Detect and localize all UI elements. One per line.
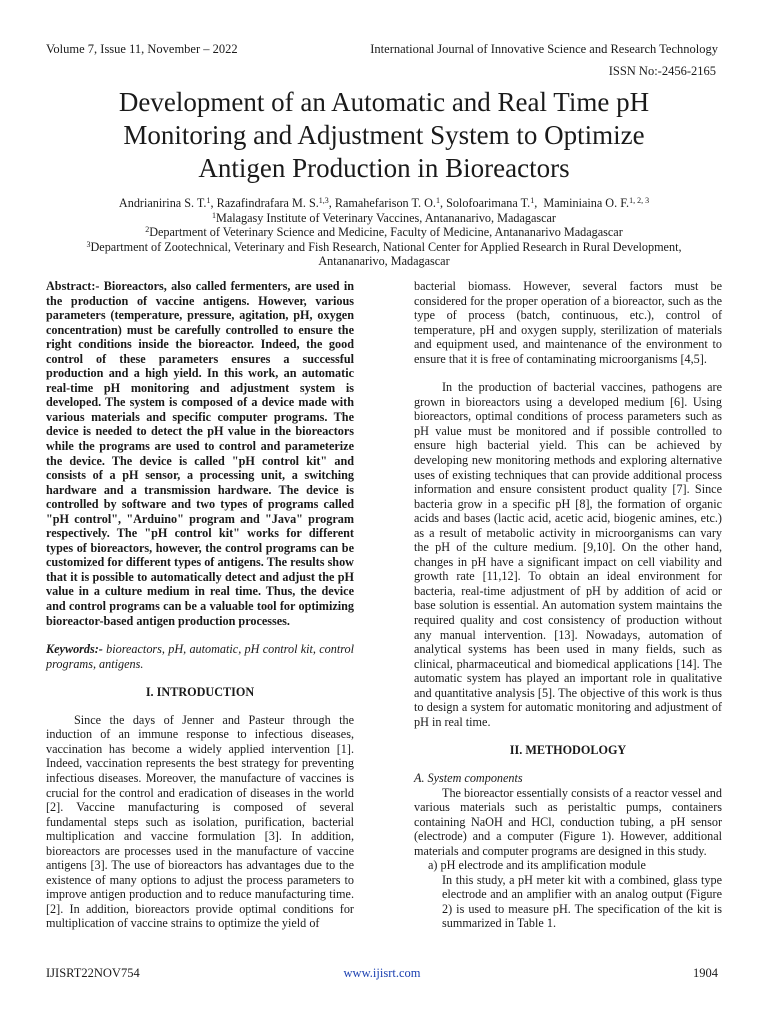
keywords [46, 642, 354, 671]
paragraph: bacterial biomass. However, several factors must be considered for the proper operation of a bioreactor, such as the type of process (batch, continuous, etc.), control of temperature, pH and oxygen supply, sterilization of materials and equipment used, and maintenance of the environment to ensure that it is free of contaminating microorganisms [4,5]. [414, 279, 722, 366]
title-line: Monitoring and Adjustment System to Optimize [123, 120, 645, 150]
paragraph: In this study, a pH meter kit with a combined, glass type electrode and an amplifier with an analog output (Figure 2) is used to measure pH. The specification of the kit is summarized in Table 1. [442, 872, 722, 931]
keywords-text: bioreactors, pH, automatic, pH control kit, control programs, antigens. [46, 642, 354, 671]
affil-marker: 1 [435, 196, 440, 205]
left-column [46, 279, 354, 931]
subsubsection-heading: a) pH electrode and its amplification module [428, 858, 646, 873]
affiliation [30, 225, 738, 240]
author: Maminiaina O. F. [543, 196, 630, 210]
author-list: Andrianirina S. T.$^1$, Razafindrafara M. S.$^{1,3}$, Ramahefarison T. O.$^1$, Solofoarimana T.$^1$, Maminiaina O. F.$^{1, 2, 3}$ [118, 196, 650, 210]
author-block [30, 196, 738, 269]
section-heading-methodology: II. METHODOLOGY [509, 743, 627, 758]
section-heading-introduction: I. INTRODUCTION [145, 685, 255, 700]
paper-title [40, 86, 728, 185]
journal-url-link[interactable]: www.ijisrt.com [343, 966, 421, 980]
affil-marker: 3 [86, 239, 91, 249]
author: Ramahefarison T. O. [334, 196, 436, 210]
abstract: Abstract:- Bioreactors, also called fermenters, are used in the production of vaccine antigens. However, various parameters (temperature, pressure, agitation, pH, oxygen concentration) must be carefully controlled to ensure the right conditions inside the bioreactor. Indeed, the good control of these parameters ensures a successful production and a high yield. In this work, an automatic real-time pH monitoring and adjustment system is developed. The system is composed of a device made with various materials and specific computer programs. The device is needed to detect the pH value in the bioreactors while the programs are used to control and parameterize the device. The device is called "pH control kit" and consists of a pH sensor, a processing unit, a switching hardware and a transmission hardware. The device is controlled by software and two types of programs called "pH control", "Arduino" program and "Java" program respectively. The "pH control kit" works for different types of bioreactors, however, the control programs can be customized for different types of antigens. The results show that it is possible to automatically detect and adjust the pH value in a culture medium in real time. Thus, the device and control programs can be a valuable tool for optimizing bioreactor-based antigen production processes. [46, 279, 354, 628]
affil-marker: 2 [145, 225, 150, 235]
title-line: Development of an Automatic and Real Time pH [118, 87, 650, 117]
affiliation-text: Department of Veterinary Science and Medicine, Faculty of Medicine, Antananarivo Madagascar [149, 225, 623, 240]
affil-marker: 1 [211, 210, 216, 220]
author: Razafindrafara M. S. [216, 196, 319, 210]
journal-name: International Journal of Innovative Science and Research Technology [370, 42, 718, 56]
affil-marker: 1, 2, 3 [629, 196, 650, 205]
affil-marker: 1,3 [318, 196, 329, 205]
title-line: Antigen Production in Bioreactors [198, 153, 570, 183]
author: Solofoarimana T. [446, 196, 531, 210]
right-column [414, 279, 722, 931]
affil-marker: 1 [206, 196, 211, 205]
affil-marker: 1 [530, 196, 535, 205]
affiliation-cont: Antananarivo, Madagascar [318, 254, 450, 269]
author: Andrianirina S. T. [118, 196, 207, 210]
volume-issue: Volume 7, Issue 11, November – 2022 [46, 42, 238, 56]
paper-code: IJISRT22NOV754 [46, 966, 140, 980]
intro-paragraph: Since the days of Jenner and Pasteur through the induction of an immune response to infectious diseases, vaccination has become a widely applied intervention [1]. Indeed, vaccination represents the best strategy for preventing infectious diseases. Moreover, the manufacture of vaccines is crucial for the control and eradication of diseases in the world [2]. Vaccine manufacturing is composed of several fundamental steps such as isolation, purification, bacterial multiplication and vaccine formulation [3]. In addition, bioreactors are processes used in the manufacture of vaccine antigens [3]. The use of bioreactors has advantages due to the existence of many options to adjust the process parameters to improve antigen production and to reduce manufacturing time. [2]. In addition, bioreactors provide optimal conditions for multiplication of vaccine strains to optimize the yield of [46, 712, 354, 931]
issn: ISSN No:-2456-2165 [608, 64, 716, 78]
paragraph: The bioreactor essentially consists of a reactor vessel and various materials such as peristaltic pumps, containers containing NaOH and HCl, conduction tubing, a pH sensor (electrode) and a computer (Figure 1). However, additional materials and computer programs are designed in this study. [414, 785, 722, 858]
subsection-heading: A. System components [414, 770, 523, 785]
affiliation-text: Malagasy Institute of Veterinary Vaccines, Antananarivo, Madagascar [215, 210, 556, 225]
paragraph: In the production of bacterial vaccines, pathogens are grown in bioreactors using a developed medium [6]. Using bioreactors, optimal conditions of process parameters such as pH value must be monitored and if possible controlled to ensure high bacterial yield. This can be achieved by developing new monitoring methods and exploring alternative uses of existing techniques that can provide additional process information and ensure consistent product quality [7]. Since bacteria grow in a specific pH [8], the formation of organic acids and bases (lactic acid, acetic acid, biogenic amines, etc.) as a result of metabolic activity in microorganisms can vary the pH of the culture medium. [9,10]. On the other hand, changes in pH have a significant impact on cell viability and growth rate [11,12]. To obtain an ideal environment for bacteria, real-time adjustment of pH by addition of acid or base solution is essential. An automation system maintains the required quality and cost consistency of production without any manual intervention. [13]. Nowadays, automation of analytical systems has been used in many fields, such as clinical, pharmaceutical and biomedical applications [14]. The automatic system has played an important role in qualitative and quantitative analysis [5]. The objective of this work is thus to design a system for automatic monitoring and adjustment of pH in real time. [414, 380, 722, 729]
affiliation [30, 240, 738, 255]
affiliation [30, 211, 738, 226]
keywords-label: Keywords:- [46, 642, 103, 657]
page-number: 1904 [693, 966, 718, 980]
affiliation-text: Department of Zootechnical, Veterinary and Fish Research, National Center for Applied Research in Rural Development, [90, 239, 682, 254]
